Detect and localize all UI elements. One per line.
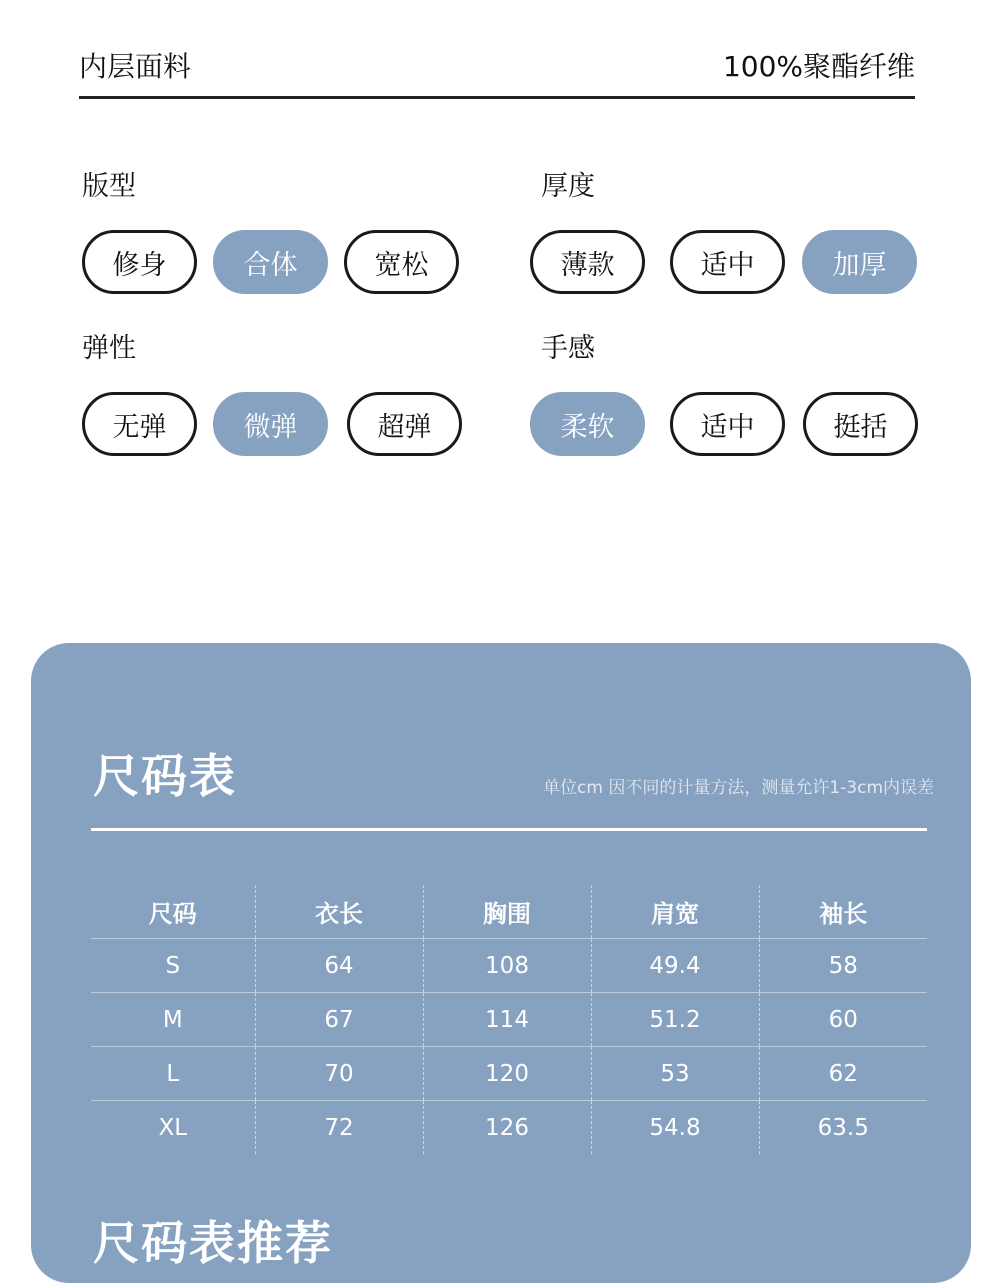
title-divider [91,828,927,831]
size-recommend-title: 尺码表推荐 [93,1216,333,1270]
header-cell: 尺码 [148,900,197,928]
table-cell: 62 [759,1047,927,1101]
table-row [91,939,927,993]
table-cell: 70 [255,1047,423,1101]
option-pill[interactable]: 合体 [213,230,328,294]
option-pill[interactable]: 加厚 [802,230,917,294]
table-cell: 60 [759,993,927,1047]
fabric-row [79,44,915,99]
table-cell: 53 [591,1047,759,1101]
table-cell: 54.8 [591,1101,759,1155]
table-header-row [91,885,927,939]
fabric-value: 100%聚酯纤维 [722,50,915,83]
attr-title: 手感 [541,333,595,364]
table-cell: 126 [423,1101,591,1155]
option-pill[interactable]: 适中 [670,230,785,294]
table-row [91,1047,927,1101]
option-pill[interactable]: 适中 [670,392,785,456]
size-chart-title: 尺码表 [93,749,237,803]
attr-title: 弹性 [82,333,136,364]
attr-group-elasticity [82,332,432,443]
table-row [91,1101,927,1155]
table-cell: 58 [759,939,927,993]
size-chart-note: 单位cm 因不同的计量方法，测量允许1-3cm内误差 [543,778,934,798]
option-pill[interactable]: 柔软 [530,392,645,456]
table-cell: 49.4 [591,939,759,993]
table-row [91,993,927,1047]
table-cell: 63.5 [759,1101,927,1155]
table-cell: S [91,939,255,993]
option-pill[interactable]: 薄款 [530,230,645,294]
option-pill[interactable]: 挺括 [803,392,918,456]
table-cell: L [91,1047,255,1101]
attr-group-fit [82,170,429,281]
option-pill[interactable]: 超弹 [347,392,462,456]
size-table [91,885,927,1154]
attr-title: 版型 [82,171,136,202]
table-cell: 64 [255,939,423,993]
table-cell: M [91,993,255,1047]
table-cell: 108 [423,939,591,993]
attr-group-feel [530,332,888,443]
fabric-label: 内层面料 [79,50,192,83]
header-cell: 肩宽 [591,885,759,939]
table-cell: 120 [423,1047,591,1101]
attr-group-thickness [530,170,887,281]
header-cell: 袖长 [759,885,927,939]
option-pill[interactable]: 修身 [82,230,197,294]
table-cell: 114 [423,993,591,1047]
table-cell: 51.2 [591,993,759,1047]
table-cell: XL [91,1101,255,1155]
table-cell: 67 [255,993,423,1047]
option-pill[interactable]: 微弹 [213,392,328,456]
header-cell: 胸围 [423,885,591,939]
option-pill[interactable]: 无弹 [82,392,197,456]
option-pill[interactable]: 宽松 [344,230,459,294]
table-cell: 72 [255,1101,423,1155]
attr-title: 厚度 [541,171,595,202]
header-cell: 衣长 [255,885,423,939]
size-chart-card [31,643,971,1283]
